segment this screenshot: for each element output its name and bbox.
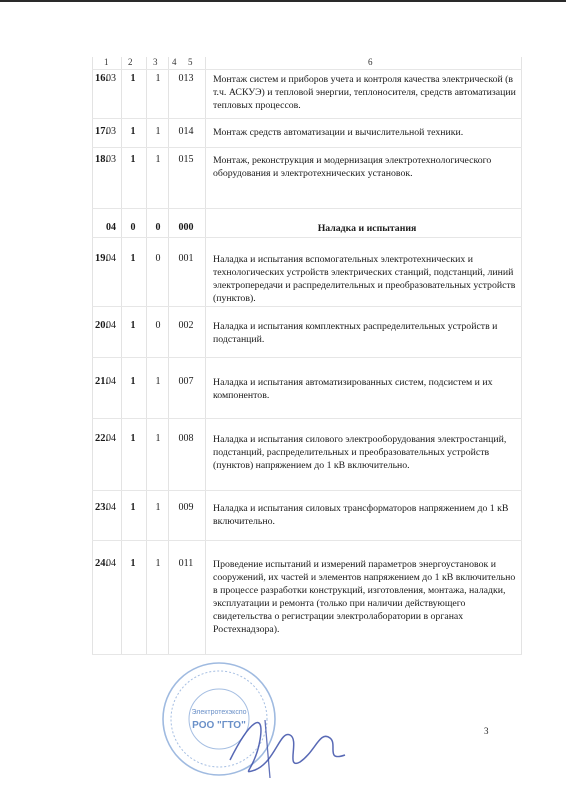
work-description: Монтаж средств автоматизации и вычислительной техники.	[213, 127, 464, 138]
grid-line	[92, 69, 522, 70]
code-item: 014	[178, 126, 194, 137]
row-number: 20.	[95, 320, 109, 331]
code-group: 04	[106, 222, 116, 233]
code-group: 04	[106, 376, 116, 387]
row-number: 22.	[95, 433, 109, 444]
code-subgroup: 1	[130, 126, 136, 137]
row-number: 21.	[95, 376, 109, 387]
code-group: 04	[106, 253, 116, 264]
code-group: 04	[106, 433, 116, 444]
code-class: 0	[155, 222, 161, 233]
grid-line	[92, 208, 522, 209]
code-subgroup: 1	[130, 558, 136, 569]
code-item: 007	[178, 376, 194, 387]
code-class: 1	[155, 73, 161, 84]
row-number: 17.	[95, 126, 109, 137]
column-header: 3	[153, 57, 158, 67]
work-description: Монтаж, реконструкция и модернизация электротехнологического оборудования и электротехнических установок.	[213, 155, 492, 179]
code-class: 1	[155, 154, 161, 165]
grid-line	[92, 237, 522, 238]
code-group: 03	[106, 154, 116, 165]
grid-line	[92, 118, 522, 119]
row-number: 18.	[95, 154, 109, 165]
grid-line	[92, 540, 522, 541]
code-subgroup: 1	[130, 253, 136, 264]
code-group: 04	[106, 320, 116, 331]
code-group: 03	[106, 73, 116, 84]
column-header: 1	[104, 57, 109, 67]
code-subgroup: 1	[130, 502, 136, 513]
work-description: Наладка и испытания силового электрооборудования электростанций, подстанций, распределительных и преобразовательных устройств (пунктов) напряжением до 1 кВ включительно.	[213, 434, 507, 471]
grid-line	[92, 357, 522, 358]
work-description: Проведение испытаний и измерений параметров энергоустановок и сооружений, их частей и элементов напряжением до 1 кВ включительно в процессе разработки конструкций, изготовления, монтажа, наладки, эксплуатации и ремонта (только при наличии действующего свидетельства о регистрации электролаборатории в органах Ростехнадзора).	[213, 559, 516, 635]
code-item: 000	[178, 222, 194, 233]
row-number: 16.	[95, 73, 109, 84]
code-class: 1	[155, 433, 161, 444]
stamp-text: РОО "ГТО"	[192, 720, 246, 731]
code-item: 001	[178, 253, 194, 264]
code-class: 1	[155, 558, 161, 569]
row-number: 19.	[95, 253, 109, 264]
code-subgroup: 1	[130, 73, 136, 84]
work-description: Монтаж систем и приборов учета и контроля качества электрической (в т.ч. АСКУЭ) и тепловой энергии, теплоносителя, средств автоматизации тепловых процессов.	[213, 74, 516, 111]
row-number: 23.	[95, 502, 109, 513]
signature	[220, 700, 350, 780]
code-item: 009	[178, 502, 194, 513]
stamp-text: Электротехэкспо	[191, 709, 247, 716]
work-description: Наладка и испытания силовых трансформаторов напряжением до 1 кВ включительно.	[213, 503, 509, 527]
code-group: 04	[106, 558, 116, 569]
grid-line	[92, 418, 522, 419]
code-group: 03	[106, 126, 116, 137]
work-description: Наладка и испытания вспомогательных электротехнических и технологических устройств электрических станций, подстанций, линий электропередачи и распределительных и преобразовательных устройств (пунктов).	[213, 254, 516, 304]
code-subgroup: 1	[130, 376, 136, 387]
section-title: Наладка и испытания	[317, 223, 417, 234]
row-number: 24.	[95, 558, 109, 569]
grid-line	[92, 490, 522, 491]
grid-line	[92, 306, 522, 307]
code-subgroup: 1	[130, 154, 136, 165]
code-class: 0	[155, 320, 161, 331]
column-header: 5	[188, 57, 193, 67]
code-item: 002	[178, 320, 194, 331]
code-subgroup: 0	[130, 222, 136, 233]
grid-line	[92, 147, 522, 148]
work-description: Наладка и испытания автоматизированных систем, подсистем и их компонентов.	[213, 377, 493, 401]
code-item: 011	[178, 558, 194, 569]
column-header: 4	[172, 57, 177, 67]
code-item: 008	[178, 433, 194, 444]
code-class: 1	[155, 126, 161, 137]
code-item: 015	[178, 154, 194, 165]
column-header: 6	[368, 57, 373, 67]
code-class: 0	[155, 253, 161, 264]
code-class: 1	[155, 502, 161, 513]
column-header: 2	[128, 57, 133, 67]
work-description: Наладка и испытания комплектных распределительных устройств и подстанций.	[213, 321, 498, 345]
grid-line	[92, 654, 522, 655]
code-group: 04	[106, 502, 116, 513]
code-subgroup: 1	[130, 320, 136, 331]
page-number: 3	[484, 726, 489, 736]
code-class: 1	[155, 376, 161, 387]
code-item: 013	[178, 73, 194, 84]
code-subgroup: 1	[130, 433, 136, 444]
